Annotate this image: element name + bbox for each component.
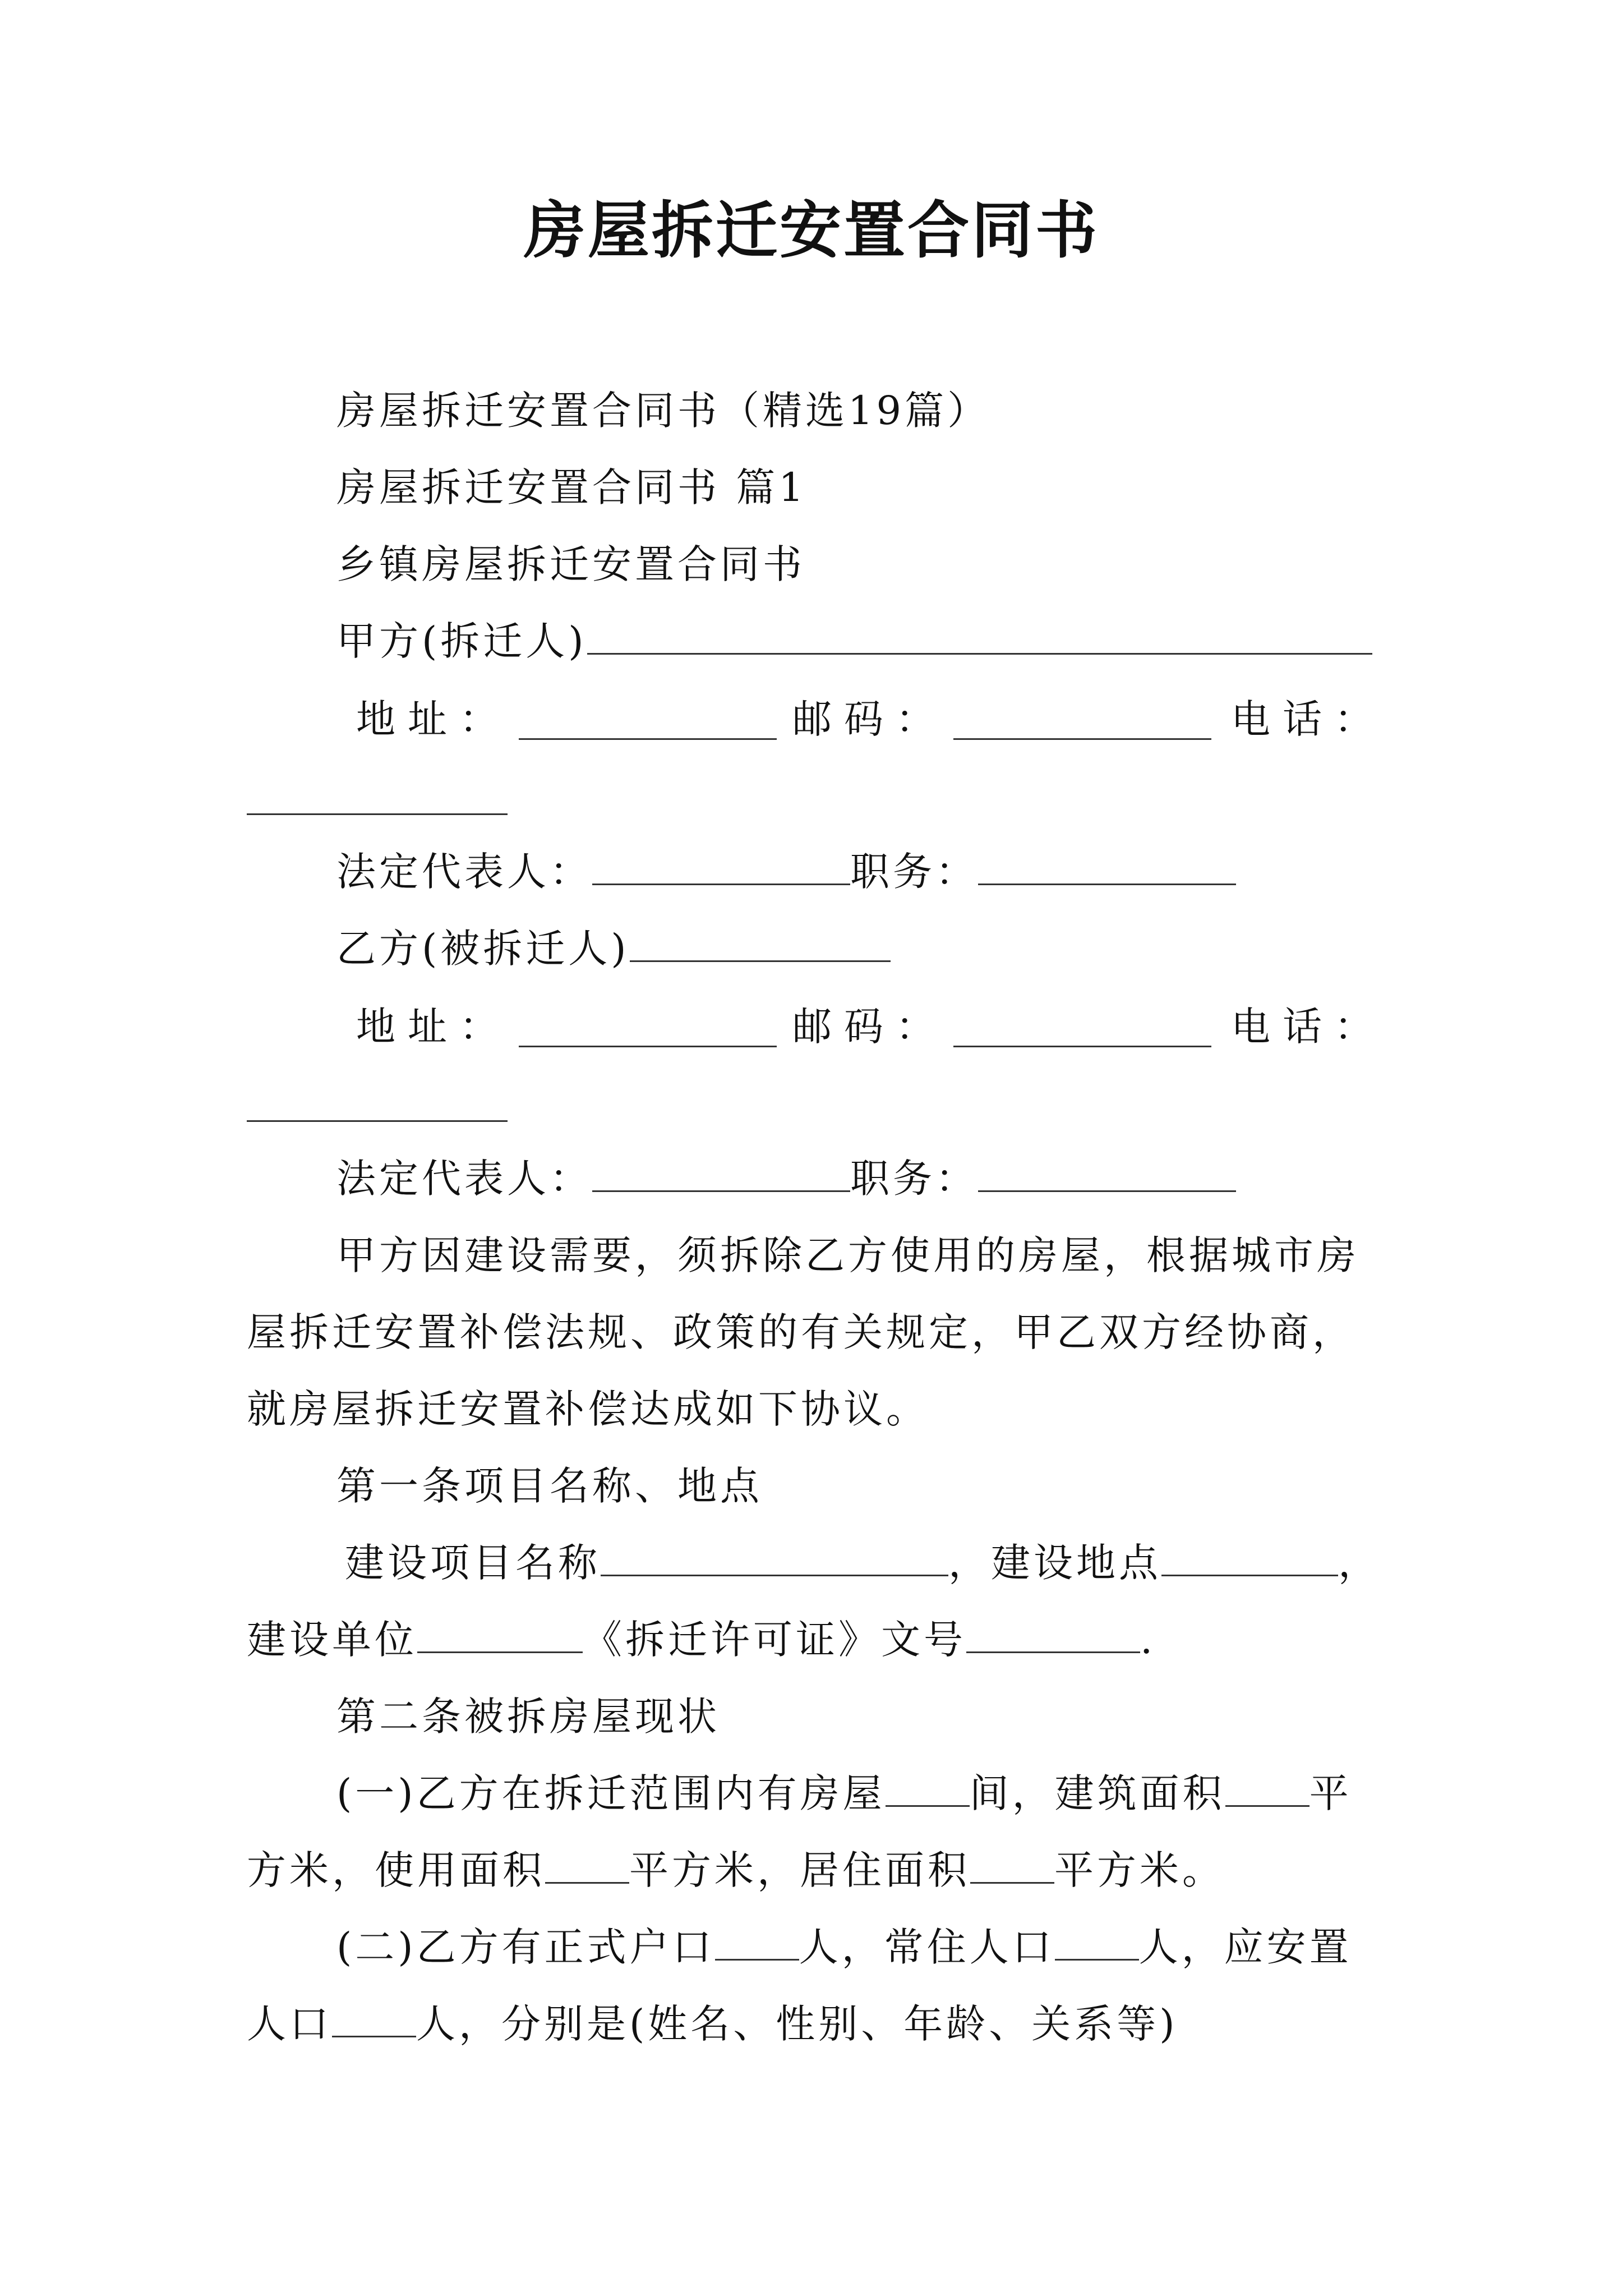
party-b-position-blank: [978, 1158, 1236, 1192]
party-a-line: [336, 618, 1372, 665]
item-1-part-e: 平方米，居住面积: [629, 1847, 970, 1893]
party-b-phone-label: 电话：: [1231, 1004, 1386, 1050]
preamble-line-1: 甲方因建设需要，须拆除乙方使用的房屋，根据城市房: [336, 1232, 1359, 1278]
contract-name: 乡镇房屋拆迁安置合同书: [336, 541, 805, 587]
item-1-part-d: 方米，使用面积: [247, 1847, 545, 1893]
site-label: ，建设地点: [948, 1540, 1161, 1586]
permit-label: 《拆迁许可证》文号: [583, 1617, 966, 1663]
building-area-blank: [1225, 1773, 1310, 1807]
preamble-line-2: 屋拆迁安置补偿法规、政策的有关规定，甲乙双方经协商，: [247, 1309, 1355, 1355]
living-area-blank: [970, 1850, 1054, 1884]
preamble-line-3: 就房屋拆迁安置补偿达成如下协议。: [247, 1386, 929, 1432]
resident-persons-blank: [1055, 1927, 1139, 1961]
project-name-label: 建设项目名称: [345, 1540, 601, 1586]
party-a-postcode-label: 邮码：: [792, 696, 947, 742]
party-a-rep-line: [336, 848, 1236, 895]
party-b-postcode-blank: [953, 1046, 1211, 1047]
party-a-phone-blank: [247, 813, 508, 815]
resettle-persons-blank: [332, 2004, 416, 2037]
article-1-line-2: [247, 1616, 1156, 1663]
subtitle: 房屋拆迁安置合同书（精选19篇）: [336, 388, 990, 434]
party-b-rep-blank: [592, 1158, 850, 1192]
party-b-blank: [630, 928, 891, 962]
party-b-postcode-label: 邮码：: [792, 1004, 947, 1050]
party-b-label: 乙方(被拆迁人): [336, 926, 630, 972]
item-1-part-a: (一)乙方在拆迁范围内有房屋: [336, 1770, 886, 1816]
party-a-address-blank: [519, 738, 777, 740]
article-1-line-1: [345, 1539, 1381, 1586]
item-2-part-e: 人，分别是(姓名、性别、年龄、关系等): [416, 2001, 1178, 2047]
site-comma: ，: [1338, 1540, 1381, 1586]
party-b-address-label: 地址：: [356, 1004, 511, 1050]
article-2-item-2-line-2: [247, 2000, 1178, 2047]
party-b-line: [336, 925, 891, 972]
party-b-rep-line: [336, 1155, 1236, 1202]
item-2-part-c: 人，应安置: [1138, 1924, 1352, 1970]
article-2-item-1-line-2: [247, 1847, 1225, 1894]
party-b-rep-label: 法定代表人：: [336, 1156, 592, 1202]
item-2-part-d: 人口: [247, 2001, 332, 2047]
article-2-item-2-line-1: [336, 1924, 1352, 1971]
rooms-blank: [886, 1773, 970, 1807]
unit-blank: [417, 1619, 583, 1653]
party-b-address-blank: [519, 1046, 777, 1047]
site-blank: [1161, 1543, 1338, 1576]
party-a-address-label: 地址：: [356, 696, 511, 742]
party-a-rep-label: 法定代表人：: [336, 849, 592, 895]
project-name-blank: [601, 1543, 948, 1576]
party-a-position-label: 职务：: [850, 849, 978, 895]
item-1-part-f: 平方米。: [1054, 1847, 1225, 1893]
party-b-position-label: 职务：: [850, 1156, 978, 1202]
party-a-position-blank: [978, 852, 1236, 885]
item-2-part-a: (二)乙方有正式户口: [336, 1924, 715, 1970]
permit-period: .: [1140, 1617, 1156, 1663]
item-2-part-b: 人，常住人口: [799, 1924, 1055, 1970]
chapter-heading: 房屋拆迁安置合同书 篇1: [336, 464, 807, 510]
unit-label: 建设单位: [247, 1617, 417, 1663]
article-2-heading: 第二条被拆房屋现状: [336, 1694, 720, 1740]
party-a-blank: [587, 621, 1372, 655]
article-1-heading: 第一条项目名称、地点: [336, 1463, 763, 1509]
party-b-phone-blank: [247, 1120, 508, 1122]
party-a-rep-blank: [592, 852, 850, 885]
permit-blank: [966, 1619, 1140, 1653]
usable-area-blank: [545, 1850, 629, 1884]
article-2-item-1-line-1: [336, 1770, 1352, 1817]
party-a-phone-label: 电话：: [1231, 696, 1386, 742]
party-a-label: 甲方(拆迁人): [336, 618, 587, 664]
document-title: 房屋拆迁安置合同书: [524, 194, 1099, 266]
party-a-postcode-blank: [953, 738, 1211, 740]
item-1-part-b: 间，建筑面积: [969, 1770, 1225, 1816]
item-1-part-c: 平: [1309, 1770, 1352, 1816]
registered-persons-blank: [715, 1927, 799, 1961]
